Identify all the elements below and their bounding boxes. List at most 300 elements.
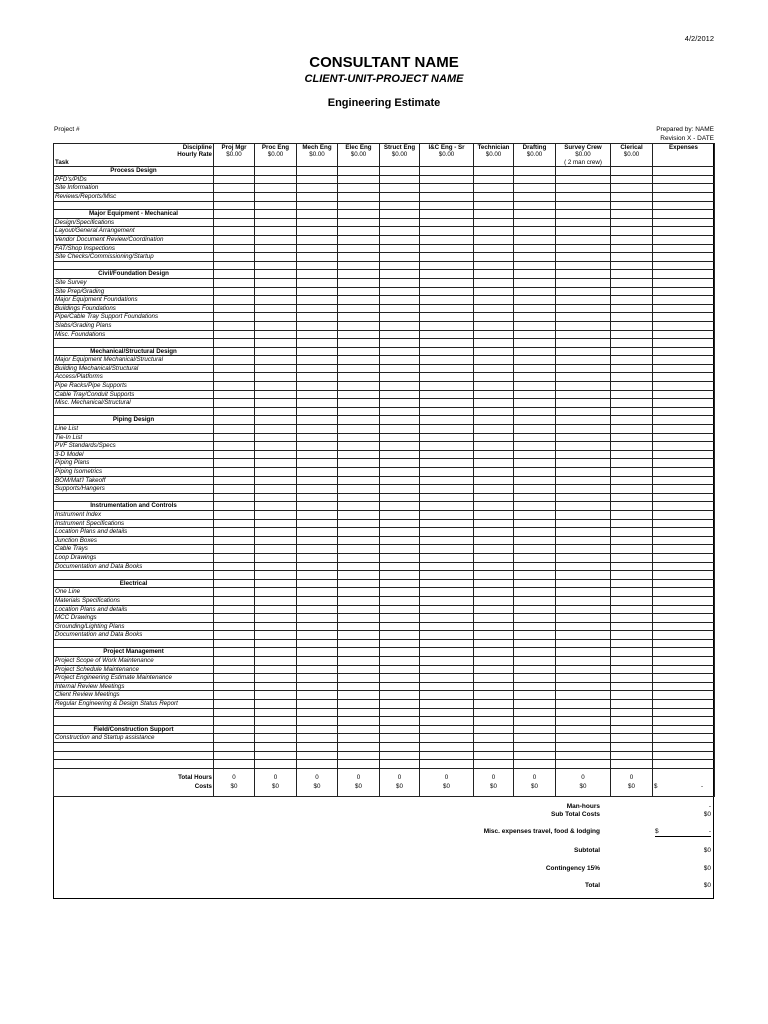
hours-cell[interactable] bbox=[611, 648, 653, 657]
hours-cell[interactable] bbox=[474, 218, 514, 227]
hours-cell[interactable] bbox=[653, 622, 715, 631]
hours-cell[interactable] bbox=[297, 571, 338, 580]
hours-cell[interactable] bbox=[611, 287, 653, 296]
hours-cell[interactable] bbox=[380, 407, 420, 416]
hours-cell[interactable] bbox=[380, 235, 420, 244]
hours-cell[interactable] bbox=[556, 682, 611, 691]
hours-cell[interactable] bbox=[338, 605, 380, 614]
hours-cell[interactable] bbox=[420, 674, 474, 683]
hours-cell[interactable] bbox=[653, 648, 715, 657]
hours-cell[interactable] bbox=[420, 510, 474, 519]
hours-cell[interactable] bbox=[474, 227, 514, 236]
hours-cell[interactable] bbox=[653, 330, 715, 339]
hours-cell[interactable] bbox=[338, 751, 380, 760]
hours-cell[interactable] bbox=[420, 416, 474, 425]
hours-cell[interactable] bbox=[297, 304, 338, 313]
hours-cell[interactable] bbox=[297, 622, 338, 631]
hours-cell[interactable] bbox=[611, 476, 653, 485]
hours-cell[interactable] bbox=[255, 304, 297, 313]
hours-cell[interactable] bbox=[338, 579, 380, 588]
hours-cell[interactable] bbox=[514, 553, 556, 562]
hours-cell[interactable] bbox=[653, 313, 715, 322]
hours-cell[interactable] bbox=[653, 407, 715, 416]
hours-cell[interactable] bbox=[214, 347, 255, 356]
hours-cell[interactable] bbox=[380, 459, 420, 468]
hours-cell[interactable] bbox=[653, 571, 715, 580]
hours-cell[interactable] bbox=[474, 459, 514, 468]
hours-cell[interactable] bbox=[514, 304, 556, 313]
hours-cell[interactable] bbox=[380, 700, 420, 709]
hours-cell[interactable] bbox=[514, 313, 556, 322]
hours-cell[interactable] bbox=[255, 347, 297, 356]
hours-cell[interactable] bbox=[338, 553, 380, 562]
hours-cell[interactable] bbox=[297, 270, 338, 279]
hours-cell[interactable] bbox=[653, 201, 715, 210]
hours-cell[interactable] bbox=[611, 734, 653, 743]
hours-cell[interactable] bbox=[338, 648, 380, 657]
hours-cell[interactable] bbox=[611, 442, 653, 451]
hours-cell[interactable] bbox=[653, 674, 715, 683]
hours-cell[interactable] bbox=[556, 545, 611, 554]
hours-cell[interactable] bbox=[297, 278, 338, 287]
hours-cell[interactable] bbox=[611, 493, 653, 502]
hours-cell[interactable] bbox=[255, 210, 297, 219]
hours-cell[interactable] bbox=[255, 502, 297, 511]
hours-cell[interactable] bbox=[514, 476, 556, 485]
hours-cell[interactable] bbox=[653, 476, 715, 485]
hours-cell[interactable] bbox=[653, 493, 715, 502]
hours-cell[interactable] bbox=[514, 631, 556, 640]
hours-cell[interactable] bbox=[380, 588, 420, 597]
hours-cell[interactable] bbox=[514, 201, 556, 210]
hours-cell[interactable] bbox=[338, 244, 380, 253]
hours-cell[interactable] bbox=[611, 218, 653, 227]
hours-cell[interactable] bbox=[297, 536, 338, 545]
hours-cell[interactable] bbox=[420, 545, 474, 554]
hours-cell[interactable] bbox=[380, 416, 420, 425]
hours-cell[interactable] bbox=[653, 596, 715, 605]
hours-cell[interactable] bbox=[611, 700, 653, 709]
hours-cell[interactable] bbox=[338, 339, 380, 348]
hours-cell[interactable] bbox=[338, 193, 380, 202]
hours-cell[interactable] bbox=[338, 657, 380, 666]
hours-cell[interactable] bbox=[514, 425, 556, 434]
hours-cell[interactable] bbox=[514, 175, 556, 184]
hours-cell[interactable] bbox=[420, 596, 474, 605]
hours-cell[interactable] bbox=[514, 571, 556, 580]
hours-cell[interactable] bbox=[420, 528, 474, 537]
hours-cell[interactable] bbox=[611, 596, 653, 605]
hours-cell[interactable] bbox=[611, 270, 653, 279]
hours-cell[interactable] bbox=[214, 287, 255, 296]
hours-cell[interactable] bbox=[255, 725, 297, 734]
hours-cell[interactable] bbox=[611, 373, 653, 382]
hours-cell[interactable] bbox=[420, 562, 474, 571]
hours-cell[interactable] bbox=[556, 210, 611, 219]
hours-cell[interactable] bbox=[611, 459, 653, 468]
hours-cell[interactable] bbox=[338, 382, 380, 391]
hours-cell[interactable] bbox=[474, 433, 514, 442]
hours-cell[interactable] bbox=[611, 571, 653, 580]
hours-cell[interactable] bbox=[380, 622, 420, 631]
hours-cell[interactable] bbox=[611, 235, 653, 244]
hours-cell[interactable] bbox=[474, 416, 514, 425]
hours-cell[interactable] bbox=[474, 639, 514, 648]
hours-cell[interactable] bbox=[297, 743, 338, 752]
hours-cell[interactable] bbox=[380, 450, 420, 459]
hours-cell[interactable] bbox=[420, 717, 474, 726]
hours-cell[interactable] bbox=[297, 725, 338, 734]
hours-cell[interactable] bbox=[214, 261, 255, 270]
hours-cell[interactable] bbox=[255, 648, 297, 657]
hours-cell[interactable] bbox=[514, 614, 556, 623]
hours-cell[interactable] bbox=[556, 407, 611, 416]
hours-cell[interactable] bbox=[255, 743, 297, 752]
hours-cell[interactable] bbox=[297, 605, 338, 614]
hours-cell[interactable] bbox=[380, 536, 420, 545]
hours-cell[interactable] bbox=[556, 657, 611, 666]
hours-cell[interactable] bbox=[514, 528, 556, 537]
hours-cell[interactable] bbox=[556, 416, 611, 425]
hours-cell[interactable] bbox=[514, 700, 556, 709]
hours-cell[interactable] bbox=[653, 725, 715, 734]
hours-cell[interactable] bbox=[611, 614, 653, 623]
hours-cell[interactable] bbox=[420, 700, 474, 709]
hours-cell[interactable] bbox=[297, 734, 338, 743]
hours-cell[interactable] bbox=[556, 725, 611, 734]
hours-cell[interactable] bbox=[514, 244, 556, 253]
hours-cell[interactable] bbox=[255, 545, 297, 554]
hours-cell[interactable] bbox=[338, 330, 380, 339]
hours-cell[interactable] bbox=[420, 665, 474, 674]
hours-cell[interactable] bbox=[420, 347, 474, 356]
hours-cell[interactable] bbox=[255, 433, 297, 442]
hours-cell[interactable] bbox=[255, 510, 297, 519]
hours-cell[interactable] bbox=[514, 373, 556, 382]
hours-cell[interactable] bbox=[338, 175, 380, 184]
hours-cell[interactable] bbox=[611, 364, 653, 373]
hours-cell[interactable] bbox=[214, 605, 255, 614]
hours-cell[interactable] bbox=[420, 725, 474, 734]
hours-cell[interactable] bbox=[653, 218, 715, 227]
hours-cell[interactable] bbox=[611, 433, 653, 442]
hours-cell[interactable] bbox=[338, 708, 380, 717]
hours-cell[interactable] bbox=[420, 743, 474, 752]
hours-cell[interactable] bbox=[653, 743, 715, 752]
hours-cell[interactable] bbox=[474, 605, 514, 614]
hours-cell[interactable] bbox=[474, 734, 514, 743]
hours-cell[interactable] bbox=[611, 545, 653, 554]
hours-cell[interactable] bbox=[297, 657, 338, 666]
hours-cell[interactable] bbox=[338, 639, 380, 648]
hours-cell[interactable] bbox=[474, 390, 514, 399]
hours-cell[interactable] bbox=[214, 734, 255, 743]
hours-cell[interactable] bbox=[214, 519, 255, 528]
hours-cell[interactable] bbox=[474, 313, 514, 322]
hours-cell[interactable] bbox=[556, 665, 611, 674]
hours-cell[interactable] bbox=[380, 571, 420, 580]
hours-cell[interactable] bbox=[380, 708, 420, 717]
hours-cell[interactable] bbox=[297, 244, 338, 253]
hours-cell[interactable] bbox=[214, 296, 255, 305]
hours-cell[interactable] bbox=[474, 665, 514, 674]
hours-cell[interactable] bbox=[556, 433, 611, 442]
hours-cell[interactable] bbox=[653, 210, 715, 219]
hours-cell[interactable] bbox=[338, 321, 380, 330]
hours-cell[interactable] bbox=[255, 261, 297, 270]
hours-cell[interactable] bbox=[556, 184, 611, 193]
hours-cell[interactable] bbox=[653, 605, 715, 614]
hours-cell[interactable] bbox=[653, 562, 715, 571]
hours-cell[interactable] bbox=[514, 605, 556, 614]
hours-cell[interactable] bbox=[255, 665, 297, 674]
hours-cell[interactable] bbox=[420, 304, 474, 313]
hours-cell[interactable] bbox=[474, 425, 514, 434]
hours-cell[interactable] bbox=[653, 244, 715, 253]
hours-cell[interactable] bbox=[255, 571, 297, 580]
hours-cell[interactable] bbox=[380, 330, 420, 339]
hours-cell[interactable] bbox=[297, 717, 338, 726]
hours-cell[interactable] bbox=[653, 399, 715, 408]
hours-cell[interactable] bbox=[474, 399, 514, 408]
hours-cell[interactable] bbox=[514, 442, 556, 451]
hours-cell[interactable] bbox=[420, 622, 474, 631]
hours-cell[interactable] bbox=[380, 682, 420, 691]
hours-cell[interactable] bbox=[380, 751, 420, 760]
hours-cell[interactable] bbox=[214, 674, 255, 683]
hours-cell[interactable] bbox=[297, 631, 338, 640]
hours-cell[interactable] bbox=[338, 519, 380, 528]
hours-cell[interactable] bbox=[214, 485, 255, 494]
hours-cell[interactable] bbox=[611, 665, 653, 674]
hours-cell[interactable] bbox=[653, 356, 715, 365]
hours-cell[interactable] bbox=[297, 450, 338, 459]
hours-cell[interactable] bbox=[514, 390, 556, 399]
hours-cell[interactable] bbox=[297, 485, 338, 494]
hours-cell[interactable] bbox=[338, 717, 380, 726]
hours-cell[interactable] bbox=[255, 253, 297, 262]
hours-cell[interactable] bbox=[556, 442, 611, 451]
hours-cell[interactable] bbox=[255, 450, 297, 459]
hours-cell[interactable] bbox=[214, 184, 255, 193]
hours-cell[interactable] bbox=[297, 210, 338, 219]
hours-cell[interactable] bbox=[255, 407, 297, 416]
hours-cell[interactable] bbox=[420, 614, 474, 623]
hours-cell[interactable] bbox=[420, 476, 474, 485]
hours-cell[interactable] bbox=[611, 450, 653, 459]
hours-cell[interactable] bbox=[338, 201, 380, 210]
hours-cell[interactable] bbox=[474, 691, 514, 700]
hours-cell[interactable] bbox=[338, 296, 380, 305]
hours-cell[interactable] bbox=[556, 622, 611, 631]
hours-cell[interactable] bbox=[474, 682, 514, 691]
hours-cell[interactable] bbox=[611, 691, 653, 700]
hours-cell[interactable] bbox=[338, 270, 380, 279]
hours-cell[interactable] bbox=[214, 356, 255, 365]
hours-cell[interactable] bbox=[420, 382, 474, 391]
hours-cell[interactable] bbox=[255, 382, 297, 391]
hours-cell[interactable] bbox=[556, 562, 611, 571]
hours-cell[interactable] bbox=[380, 304, 420, 313]
hours-cell[interactable] bbox=[653, 700, 715, 709]
hours-cell[interactable] bbox=[255, 674, 297, 683]
hours-cell[interactable] bbox=[297, 545, 338, 554]
hours-cell[interactable] bbox=[255, 278, 297, 287]
hours-cell[interactable] bbox=[297, 321, 338, 330]
hours-cell[interactable] bbox=[514, 622, 556, 631]
hours-cell[interactable] bbox=[420, 519, 474, 528]
hours-cell[interactable] bbox=[380, 356, 420, 365]
hours-cell[interactable] bbox=[214, 665, 255, 674]
hours-cell[interactable] bbox=[474, 175, 514, 184]
hours-cell[interactable] bbox=[297, 614, 338, 623]
hours-cell[interactable] bbox=[338, 631, 380, 640]
hours-cell[interactable] bbox=[611, 622, 653, 631]
hours-cell[interactable] bbox=[214, 218, 255, 227]
hours-cell[interactable] bbox=[255, 605, 297, 614]
hours-cell[interactable] bbox=[255, 562, 297, 571]
hours-cell[interactable] bbox=[380, 425, 420, 434]
hours-cell[interactable] bbox=[214, 579, 255, 588]
hours-cell[interactable] bbox=[653, 296, 715, 305]
hours-cell[interactable] bbox=[297, 347, 338, 356]
hours-cell[interactable] bbox=[611, 330, 653, 339]
hours-cell[interactable] bbox=[297, 468, 338, 477]
hours-cell[interactable] bbox=[255, 493, 297, 502]
hours-cell[interactable] bbox=[380, 553, 420, 562]
hours-cell[interactable] bbox=[297, 682, 338, 691]
hours-cell[interactable] bbox=[653, 442, 715, 451]
hours-cell[interactable] bbox=[653, 433, 715, 442]
hours-cell[interactable] bbox=[255, 528, 297, 537]
hours-cell[interactable] bbox=[297, 639, 338, 648]
hours-cell[interactable] bbox=[380, 648, 420, 657]
hours-cell[interactable] bbox=[474, 287, 514, 296]
hours-cell[interactable] bbox=[420, 459, 474, 468]
hours-cell[interactable] bbox=[255, 553, 297, 562]
hours-cell[interactable] bbox=[653, 416, 715, 425]
hours-cell[interactable] bbox=[611, 631, 653, 640]
hours-cell[interactable] bbox=[420, 708, 474, 717]
hours-cell[interactable] bbox=[514, 502, 556, 511]
hours-cell[interactable] bbox=[556, 218, 611, 227]
hours-cell[interactable] bbox=[611, 519, 653, 528]
hours-cell[interactable] bbox=[380, 605, 420, 614]
hours-cell[interactable] bbox=[214, 622, 255, 631]
hours-cell[interactable] bbox=[514, 691, 556, 700]
hours-cell[interactable] bbox=[338, 743, 380, 752]
hours-cell[interactable] bbox=[297, 562, 338, 571]
hours-cell[interactable] bbox=[514, 459, 556, 468]
hours-cell[interactable] bbox=[474, 725, 514, 734]
hours-cell[interactable] bbox=[255, 218, 297, 227]
hours-cell[interactable] bbox=[380, 287, 420, 296]
hours-cell[interactable] bbox=[420, 553, 474, 562]
hours-cell[interactable] bbox=[255, 227, 297, 236]
hours-cell[interactable] bbox=[556, 596, 611, 605]
hours-cell[interactable] bbox=[556, 373, 611, 382]
hours-cell[interactable] bbox=[474, 296, 514, 305]
hours-cell[interactable] bbox=[380, 734, 420, 743]
hours-cell[interactable] bbox=[380, 717, 420, 726]
hours-cell[interactable] bbox=[653, 390, 715, 399]
hours-cell[interactable] bbox=[297, 751, 338, 760]
hours-cell[interactable] bbox=[514, 339, 556, 348]
hours-cell[interactable] bbox=[474, 201, 514, 210]
hours-cell[interactable] bbox=[474, 364, 514, 373]
hours-cell[interactable] bbox=[214, 571, 255, 580]
hours-cell[interactable] bbox=[611, 553, 653, 562]
hours-cell[interactable] bbox=[514, 639, 556, 648]
hours-cell[interactable] bbox=[380, 545, 420, 554]
hours-cell[interactable] bbox=[297, 364, 338, 373]
hours-cell[interactable] bbox=[514, 588, 556, 597]
hours-cell[interactable] bbox=[514, 562, 556, 571]
hours-cell[interactable] bbox=[255, 700, 297, 709]
hours-cell[interactable] bbox=[380, 468, 420, 477]
hours-cell[interactable] bbox=[556, 760, 611, 769]
hours-cell[interactable] bbox=[214, 717, 255, 726]
hours-cell[interactable] bbox=[611, 416, 653, 425]
hours-cell[interactable] bbox=[380, 433, 420, 442]
hours-cell[interactable] bbox=[255, 468, 297, 477]
hours-cell[interactable] bbox=[338, 313, 380, 322]
hours-cell[interactable] bbox=[297, 416, 338, 425]
hours-cell[interactable] bbox=[255, 184, 297, 193]
hours-cell[interactable] bbox=[611, 339, 653, 348]
hours-cell[interactable] bbox=[380, 674, 420, 683]
hours-cell[interactable] bbox=[474, 657, 514, 666]
hours-cell[interactable] bbox=[338, 760, 380, 769]
hours-cell[interactable] bbox=[611, 588, 653, 597]
hours-cell[interactable] bbox=[653, 708, 715, 717]
hours-cell[interactable] bbox=[611, 253, 653, 262]
hours-cell[interactable] bbox=[255, 708, 297, 717]
hours-cell[interactable] bbox=[653, 364, 715, 373]
hours-cell[interactable] bbox=[214, 425, 255, 434]
hours-cell[interactable] bbox=[611, 407, 653, 416]
hours-cell[interactable] bbox=[611, 347, 653, 356]
hours-cell[interactable] bbox=[338, 588, 380, 597]
hours-cell[interactable] bbox=[214, 725, 255, 734]
hours-cell[interactable] bbox=[214, 510, 255, 519]
hours-cell[interactable] bbox=[420, 313, 474, 322]
hours-cell[interactable] bbox=[556, 605, 611, 614]
hours-cell[interactable] bbox=[556, 175, 611, 184]
hours-cell[interactable] bbox=[297, 519, 338, 528]
hours-cell[interactable] bbox=[297, 442, 338, 451]
hours-cell[interactable] bbox=[611, 201, 653, 210]
hours-cell[interactable] bbox=[380, 321, 420, 330]
hours-cell[interactable] bbox=[474, 536, 514, 545]
hours-cell[interactable] bbox=[653, 321, 715, 330]
hours-cell[interactable] bbox=[297, 425, 338, 434]
hours-cell[interactable] bbox=[338, 450, 380, 459]
hours-cell[interactable] bbox=[297, 674, 338, 683]
hours-cell[interactable] bbox=[420, 193, 474, 202]
hours-cell[interactable] bbox=[338, 674, 380, 683]
hours-cell[interactable] bbox=[474, 751, 514, 760]
hours-cell[interactable] bbox=[514, 253, 556, 262]
hours-cell[interactable] bbox=[420, 751, 474, 760]
hours-cell[interactable] bbox=[380, 373, 420, 382]
hours-cell[interactable] bbox=[611, 321, 653, 330]
hours-cell[interactable] bbox=[556, 502, 611, 511]
hours-cell[interactable] bbox=[514, 674, 556, 683]
hours-cell[interactable] bbox=[420, 657, 474, 666]
hours-cell[interactable] bbox=[297, 459, 338, 468]
hours-cell[interactable] bbox=[214, 743, 255, 752]
